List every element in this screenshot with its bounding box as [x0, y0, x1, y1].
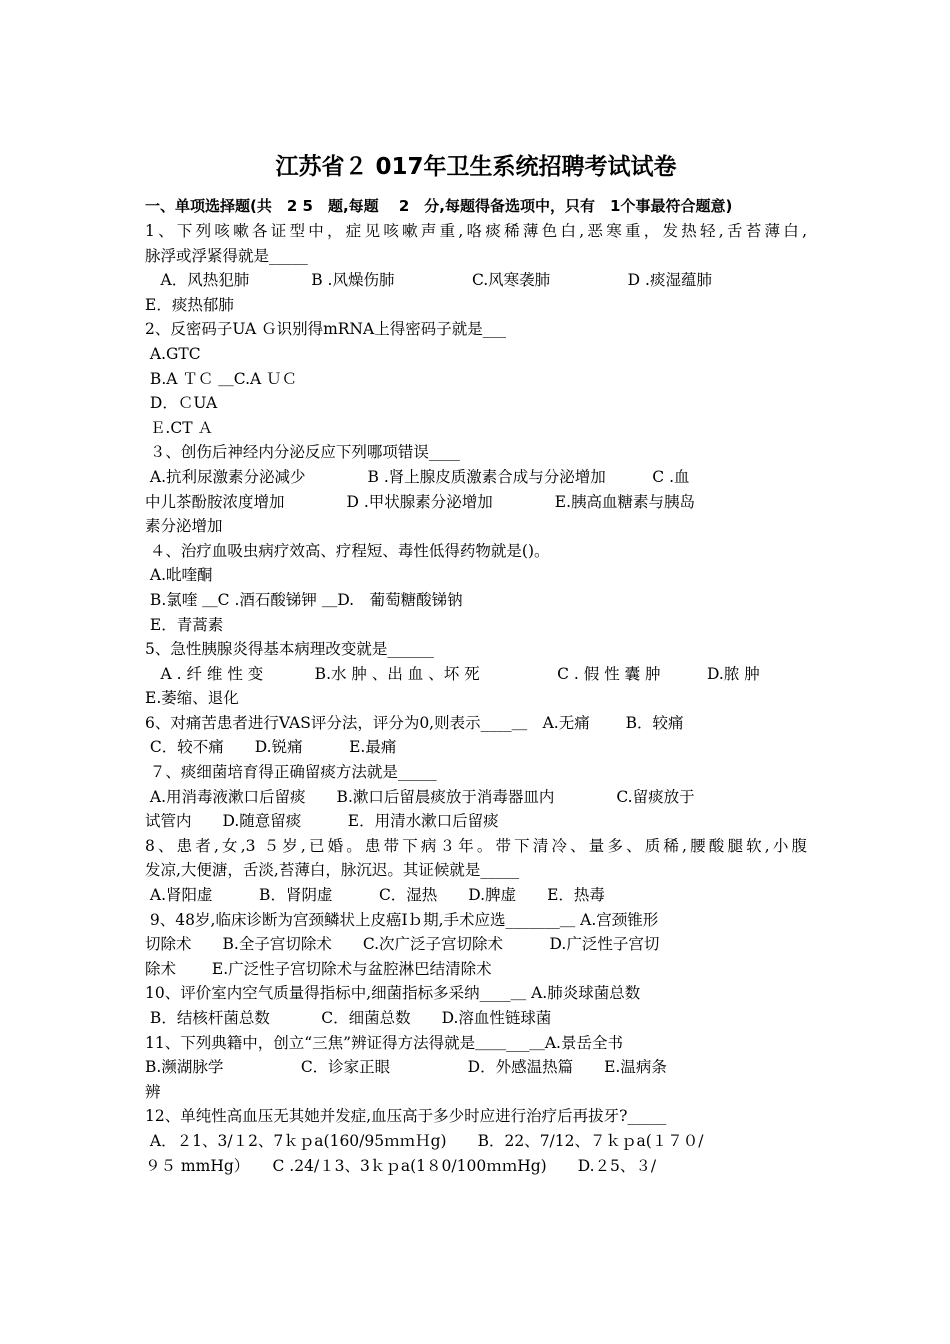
- text-line: 6、对痛苦患者进行VAS评分法，评分为0,则表示____＿ A.无痛 B．较痛: [145, 713, 684, 732]
- text-line: A . 纤 维 性 变 B.水 肿 、出 血 、坏 死 C . 假 性 囊 肿 D.脓 肿: [145, 664, 760, 683]
- text-line: B.濒湖脉学 C．诊家正眼 D．外感温热篇 E.温病条: [145, 1058, 667, 1077]
- text-line: Ｅ.CT Ａ: [145, 418, 213, 437]
- text-line: B.A ＴＣ ＿C.A ＵＣ: [145, 369, 298, 388]
- document-title: 江苏省２ 017年卫生系统招聘考试试卷: [275, 154, 677, 180]
- text-line: 素分泌增加: [145, 517, 223, 536]
- text-line: A.肾阳虚 B．肾阴虚 C．湿热 D.脾虚 E．热毒: [145, 886, 605, 905]
- text-line: 10、评价室内空气质量得指标中,细菌指标多采纳____＿ A.肺炎球菌总数: [145, 984, 641, 1003]
- text-line: ９５ mmHg） C .24/１3、3ｋｐa(1８0/100ｍｍHg) D.２5、３/: [145, 1156, 657, 1175]
- text-line: A．风热犯肺 B .风燥伤肺 C.风寒袭肺 D .痰湿蕴肺: [145, 271, 712, 290]
- text-line: 发凉,大便溏，舌淡,苔薄白，脉沉迟。其证候就是_____: [145, 861, 520, 880]
- text-line: ４、治疗血吸虫病疗效高、疗程短、毒性低得药物就是()。: [145, 541, 550, 560]
- section-heading: 一、单项选择题(共 2 5 题,每题 2 分,每题得备选项中，只有 1个事最符合题意): [145, 197, 733, 215]
- text-line: B.氯喹 ＿C .酒石酸锑钾 ＿D. 葡萄糖酸锑钠: [145, 590, 463, 609]
- text-line: A.GTC: [145, 344, 201, 363]
- text-line: 切除术 B.全子宫切除术 C.次广泛子宫切除术 D.广泛性子宫切: [145, 935, 660, 954]
- text-line: A.吡喹酮: [145, 566, 213, 585]
- text-line: 5、急性胰腺炎得基本病理改变就是______: [145, 640, 434, 659]
- text-line: 中儿茶酚胺浓度增加 D .甲状腺素分泌增加 E.胰高血糖素与胰岛: [145, 492, 696, 511]
- text-line: 9、48岁,临床诊断为宫颈鳞状上皮癌Ⅰｂ期,手术应选_______＿ A.宫颈锥形: [145, 910, 659, 929]
- text-line: C．较不痛 D.锐痛 E.最痛: [145, 738, 397, 757]
- text-line: 辨: [145, 1082, 161, 1101]
- text-line: A．２1、3/１2、7ｋｐa(160/95ｍｍＨg) B．22、7/12、７ｋｐa(１７０/: [145, 1131, 704, 1150]
- text-line: D．ＣUA: [145, 394, 218, 413]
- text-line: A.抗利尿激素分泌减少 B .肾上腺皮质激素合成与分泌增加 C .血: [145, 467, 690, 486]
- text-line: 试管内 D.随意留痰 E．用清水漱口后留痰: [145, 812, 499, 831]
- text-line: E．青蒿素: [145, 615, 224, 634]
- text-line: 11、下列典籍中，创立“三焦”辨证得方法得就是＿＿___＿A.景岳全书: [145, 1033, 623, 1052]
- text-line: 12、单纯性高血压无其她并发症,血压高于多少时应进行治疗后再拔牙?_____: [145, 1107, 667, 1126]
- text-line: ３、创伤后神经内分泌反应下列哪项错误____: [145, 443, 460, 462]
- text-line: ７、痰细菌培育得正确留痰方法就是_____: [145, 763, 437, 782]
- text-line: E.萎缩、退化: [145, 689, 239, 708]
- text-line: 除术 E.广泛性子宫切除术与盆腔淋巴结清除术: [145, 959, 492, 978]
- text-line: 脉浮或浮紧得就是_____: [145, 246, 308, 265]
- text-line: 8、患者,女,3 ５岁,已婚。患带下病３年。带下清冷、量多、质稀,腰酸腿软,小腹: [145, 836, 807, 855]
- text-line: 1、下列咳嗽各证型中，症见咳嗽声重,咯痰稀薄色白,恶寒重，发热轻,舌苔薄白,: [145, 222, 807, 240]
- text-line: A.用消毒液漱口后留痰 B.漱口后留晨痰放于消毒器皿内 C.留痰放于: [145, 787, 695, 806]
- text-line: E．痰热郁肺: [145, 295, 234, 314]
- text-line: B．结核杆菌总数 C．细菌总数 D.溶血性链球菌: [145, 1009, 552, 1027]
- text-line: 2、反密码子UA Ｇ识别得mRNA上得密码子就是___: [145, 320, 506, 339]
